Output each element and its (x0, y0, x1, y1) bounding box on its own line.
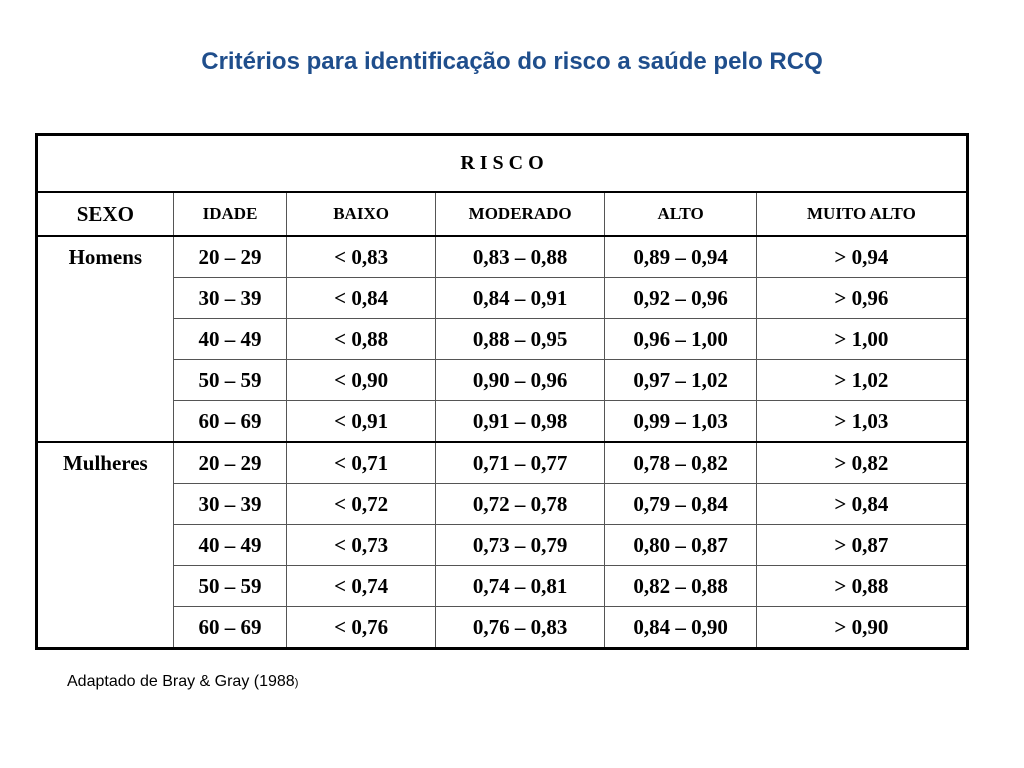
muito-alto-cell: > 0,90 (756, 607, 967, 649)
age-cell: 50 – 59 (173, 566, 287, 607)
age-cell: 40 – 49 (173, 319, 287, 360)
baixo-cell: < 0,76 (287, 607, 435, 649)
alto-cell: 0,84 – 0,90 (605, 607, 756, 649)
table-row (37, 236, 968, 278)
table-row (37, 525, 968, 566)
table-row (37, 566, 968, 607)
muito-alto-cell: > 0,82 (756, 442, 967, 484)
table-row (37, 401, 968, 443)
baixo-cell: < 0,84 (287, 278, 435, 319)
baixo-cell: < 0,72 (287, 484, 435, 525)
source-closing: ) (294, 677, 299, 689)
baixo-cell: < 0,90 (287, 360, 435, 401)
age-cell: 50 – 59 (173, 360, 287, 401)
risk-table (35, 133, 969, 650)
alto-cell: 0,89 – 0,94 (605, 236, 756, 278)
moderado-cell: 0,72 – 0,78 (435, 484, 605, 525)
sex-cell: Mulheres (37, 442, 174, 649)
muito-alto-cell: > 0,87 (756, 525, 967, 566)
header-sexo: SEXO (37, 192, 174, 236)
alto-cell: 0,79 – 0,84 (605, 484, 756, 525)
moderado-cell: 0,88 – 0,95 (435, 319, 605, 360)
moderado-cell: 0,90 – 0,96 (435, 360, 605, 401)
moderado-cell: 0,76 – 0,83 (435, 607, 605, 649)
header-row (37, 192, 968, 236)
table-row (37, 484, 968, 525)
risk-banner: R I S C O (37, 135, 968, 193)
table-row (37, 278, 968, 319)
alto-cell: 0,99 – 1,03 (605, 401, 756, 443)
moderado-cell: 0,84 – 0,91 (435, 278, 605, 319)
page-title: Critérios para identificação do risco a saúde pelo RCQ (201, 48, 823, 75)
baixo-cell: < 0,73 (287, 525, 435, 566)
source-note (67, 673, 298, 691)
header-muito-alto: MUITO ALTO (756, 192, 967, 236)
header-moderado: MODERADO (435, 192, 605, 236)
header-alto: ALTO (605, 192, 756, 236)
baixo-cell: < 0,71 (287, 442, 435, 484)
table-row (37, 442, 968, 484)
age-cell: 20 – 29 (173, 442, 287, 484)
alto-cell: 0,82 – 0,88 (605, 566, 756, 607)
alto-cell: 0,96 – 1,00 (605, 319, 756, 360)
muito-alto-cell: > 1,03 (756, 401, 967, 443)
age-cell: 20 – 29 (173, 236, 287, 278)
muito-alto-cell: > 0,96 (756, 278, 967, 319)
alto-cell: 0,92 – 0,96 (605, 278, 756, 319)
muito-alto-cell: > 1,00 (756, 319, 967, 360)
moderado-cell: 0,71 – 0,77 (435, 442, 605, 484)
sex-cell: Homens (37, 236, 174, 442)
baixo-cell: < 0,88 (287, 319, 435, 360)
age-cell: 40 – 49 (173, 525, 287, 566)
moderado-cell: 0,74 – 0,81 (435, 566, 605, 607)
moderado-cell: 0,91 – 0,98 (435, 401, 605, 443)
age-cell: 60 – 69 (173, 401, 287, 443)
risk-table-body (37, 135, 968, 649)
table-row (37, 607, 968, 649)
alto-cell: 0,80 – 0,87 (605, 525, 756, 566)
muito-alto-cell: > 0,84 (756, 484, 967, 525)
age-cell: 60 – 69 (173, 607, 287, 649)
moderado-cell: 0,83 – 0,88 (435, 236, 605, 278)
source-text: Adaptado de Bray & Gray (1988 (67, 673, 295, 690)
table-row (37, 360, 968, 401)
muito-alto-cell: > 1,02 (756, 360, 967, 401)
header-idade: IDADE (173, 192, 287, 236)
banner-row (37, 135, 968, 193)
header-baixo: BAIXO (287, 192, 435, 236)
muito-alto-cell: > 0,94 (756, 236, 967, 278)
age-cell: 30 – 39 (173, 278, 287, 319)
alto-cell: 0,97 – 1,02 (605, 360, 756, 401)
table-row (37, 319, 968, 360)
baixo-cell: < 0,74 (287, 566, 435, 607)
alto-cell: 0,78 – 0,82 (605, 442, 756, 484)
baixo-cell: < 0,91 (287, 401, 435, 443)
age-cell: 30 – 39 (173, 484, 287, 525)
muito-alto-cell: > 0,88 (756, 566, 967, 607)
baixo-cell: < 0,83 (287, 236, 435, 278)
moderado-cell: 0,73 – 0,79 (435, 525, 605, 566)
